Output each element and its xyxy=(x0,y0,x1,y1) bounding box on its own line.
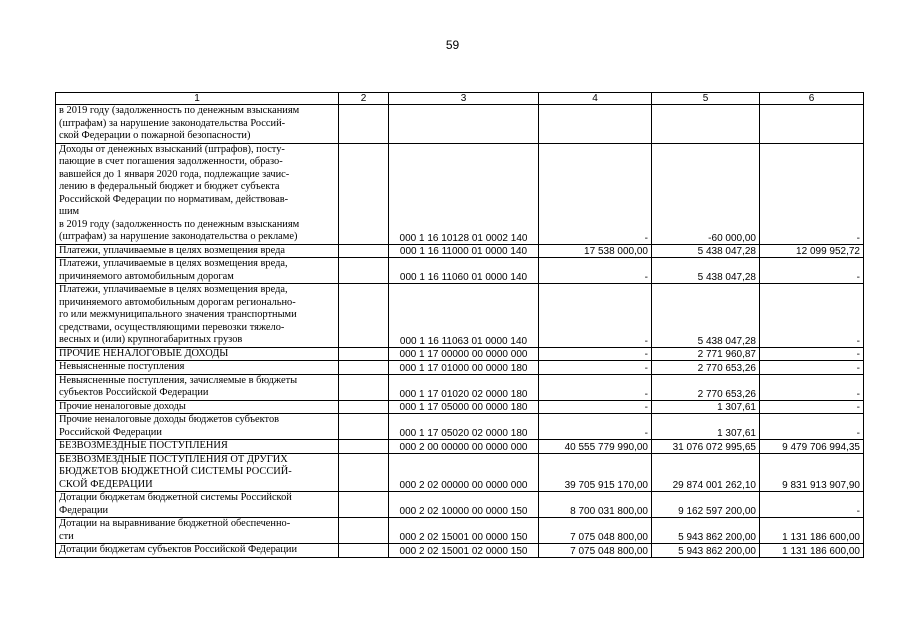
page-number: 59 xyxy=(445,38,460,52)
row-name-line: ПРОЧИЕ НЕНАЛОГОВЫЕ ДОХОДЫ xyxy=(59,347,229,359)
row-name-line: Прочие неналоговые доходы бюджетов субъектов xyxy=(59,414,280,425)
budget-code-cell: 000 1 17 01020 02 0000 180 xyxy=(389,374,539,400)
row-name-line: Платежи, уплачиваемые в целях возмещения вреда, xyxy=(59,258,288,269)
budget-code-cell: 000 1 17 00000 00 0000 000 xyxy=(389,347,539,361)
column-6-value: - xyxy=(760,492,864,518)
column-5-value: 29 874 001 262,10 xyxy=(652,453,760,492)
row-name-line: Платежи, уплачиваемые в целях возмещения вреда xyxy=(59,244,285,256)
column-4-value xyxy=(539,105,652,144)
table-row xyxy=(56,284,864,348)
row-name-line: пающие в счет погашения задолженности, образо- xyxy=(59,156,283,167)
row-name-line: го или межмуниципального значения транспортными xyxy=(59,309,297,320)
row-name-line: БЮДЖЕТОВ БЮДЖЕТНОЙ СИСТЕМЫ РОССИЙ- xyxy=(59,466,292,477)
budget-code-cell: 000 1 17 05020 02 0000 180 xyxy=(389,414,539,440)
table-header-row xyxy=(56,93,864,105)
row-name-cell xyxy=(56,453,339,492)
row-name-line: в 2019 году (задолженность по денежным взысканиям xyxy=(59,218,300,230)
budget-code-cell: 000 2 00 00000 00 0000 000 xyxy=(389,440,539,454)
column-6-value: - xyxy=(760,143,864,244)
column-2-cell xyxy=(339,492,389,518)
column-2-cell xyxy=(339,453,389,492)
column-5-value: 5 438 047,28 xyxy=(652,284,760,348)
row-name-line: ской Федерации о пожарной безопасности) xyxy=(59,130,251,141)
column-6-value: 9 479 706 994,35 xyxy=(760,440,864,454)
table-row xyxy=(56,518,864,544)
column-4-value: - xyxy=(539,143,652,244)
budget-code-cell: 000 2 02 00000 00 0000 000 xyxy=(389,453,539,492)
table-row xyxy=(56,400,864,414)
column-2-cell xyxy=(339,414,389,440)
column-6-value xyxy=(760,105,864,144)
column-5-value: 2 771 960,87 xyxy=(652,347,760,361)
budget-table xyxy=(55,92,864,558)
row-name-line: Федерации xyxy=(59,504,109,516)
row-name-line: средствами, осуществляющими перевозки тяжело- xyxy=(59,321,285,333)
table-row xyxy=(56,544,864,558)
column-6-value: - xyxy=(760,347,864,361)
row-name-cell xyxy=(56,105,339,144)
column-5-value: 5 943 862 200,00 xyxy=(652,544,760,558)
column-6-value: 1 131 186 600,00 xyxy=(760,518,864,544)
row-name-line: сти xyxy=(59,530,74,542)
row-name-cell xyxy=(56,347,339,361)
column-6-value: 1 131 186 600,00 xyxy=(760,544,864,558)
budget-code-cell: 000 1 16 11063 01 0000 140 xyxy=(389,284,539,348)
table-row xyxy=(56,244,864,258)
row-name-line: причиняемого автомобильным дорогам регионально- xyxy=(59,296,296,308)
row-name-cell xyxy=(56,400,339,414)
table-row xyxy=(56,105,864,144)
column-5-value: 2 770 653,26 xyxy=(652,361,760,375)
table-row xyxy=(56,492,864,518)
budget-code-cell: 000 2 02 15001 00 0000 150 xyxy=(389,518,539,544)
column-4-value: 7 075 048 800,00 xyxy=(539,518,652,544)
column-header-5: 5 xyxy=(652,93,760,105)
column-2-cell xyxy=(339,258,389,284)
row-name-cell xyxy=(56,143,339,244)
column-4-value: - xyxy=(539,361,652,375)
row-name-cell xyxy=(56,258,339,284)
column-4-value: - xyxy=(539,414,652,440)
row-name-line: СКОЙ ФЕДЕРАЦИИ xyxy=(59,478,153,490)
row-name-line: причиняемого автомобильным дорогам xyxy=(59,270,234,282)
row-name-cell xyxy=(56,544,339,558)
row-name-line: в 2019 году (задолженность по денежным взысканиям xyxy=(59,105,300,116)
budget-code-cell: 000 2 02 10000 00 0000 150 xyxy=(389,492,539,518)
column-2-cell xyxy=(339,440,389,454)
budget-code-cell: 000 1 16 11000 01 0000 140 xyxy=(389,244,539,258)
row-name-cell xyxy=(56,244,339,258)
row-name-cell xyxy=(56,440,339,454)
row-name-line: весных и (или) крупногабаритных грузов xyxy=(59,334,243,345)
column-2-cell xyxy=(339,361,389,375)
budget-code-cell: 000 2 02 15001 02 0000 150 xyxy=(389,544,539,558)
row-name-cell xyxy=(56,414,339,440)
row-name-cell xyxy=(56,374,339,400)
budget-code-cell: 000 1 16 11060 01 0000 140 xyxy=(389,258,539,284)
row-name-line: Невыясненные поступления xyxy=(59,361,185,372)
column-4-value: 7 075 048 800,00 xyxy=(539,544,652,558)
row-name-cell xyxy=(56,284,339,348)
column-4-value: - xyxy=(539,374,652,400)
column-5-value: 9 162 597 200,00 xyxy=(652,492,760,518)
table-row xyxy=(56,143,864,244)
row-name-line: Российской Федерации по нормативам, действовав- xyxy=(59,193,289,205)
column-4-value: - xyxy=(539,400,652,414)
budget-code-cell: 000 1 17 01000 00 0000 180 xyxy=(389,361,539,375)
column-4-value: 40 555 779 990,00 xyxy=(539,440,652,454)
table-row xyxy=(56,361,864,375)
column-6-value: - xyxy=(760,374,864,400)
column-2-cell xyxy=(339,105,389,144)
column-5-value: 5 438 047,28 xyxy=(652,258,760,284)
column-2-cell xyxy=(339,347,389,361)
table-row xyxy=(56,440,864,454)
table-row xyxy=(56,258,864,284)
column-5-value: 5 943 862 200,00 xyxy=(652,518,760,544)
column-6-value: - xyxy=(760,258,864,284)
column-header-6: 6 xyxy=(760,93,864,105)
column-header-2: 2 xyxy=(339,93,389,105)
column-4-value: 39 705 915 170,00 xyxy=(539,453,652,492)
budget-code-cell: 000 1 17 05000 00 0000 180 xyxy=(389,400,539,414)
row-name-line: Дотации бюджетам бюджетной системы Российской xyxy=(59,492,292,503)
column-5-value: 1 307,61 xyxy=(652,414,760,440)
column-6-value: - xyxy=(760,414,864,440)
column-5-value xyxy=(652,105,760,144)
table-row xyxy=(56,453,864,492)
row-name-cell xyxy=(56,492,339,518)
column-4-value: - xyxy=(539,284,652,348)
column-2-cell xyxy=(339,544,389,558)
column-4-value: - xyxy=(539,347,652,361)
row-name-line: вавшейся до 1 января 2020 года, подлежащие зачис- xyxy=(59,168,290,180)
column-6-value: 9 831 913 907,90 xyxy=(760,453,864,492)
column-6-value: 12 099 952,72 xyxy=(760,244,864,258)
column-5-value: 31 076 072 995,65 xyxy=(652,440,760,454)
column-6-value: - xyxy=(760,400,864,414)
row-name-line: Российской Федерации xyxy=(59,426,162,438)
row-name-line: Платежи, уплачиваемые в целях возмещения вреда, xyxy=(59,284,288,295)
row-name-line: Дотации на выравнивание бюджетной обеспеченно- xyxy=(59,518,291,529)
row-name-line: БЕЗВОЗМЕЗДНЫЕ ПОСТУПЛЕНИЯ xyxy=(59,440,228,451)
row-name-line: субъектов Российской Федерации xyxy=(59,387,209,398)
row-name-line: Дотации бюджетам субъектов Российской Федерации xyxy=(59,544,298,555)
table-row xyxy=(56,374,864,400)
column-6-value: - xyxy=(760,361,864,375)
column-2-cell xyxy=(339,400,389,414)
column-2-cell xyxy=(339,284,389,348)
column-4-value: 8 700 031 800,00 xyxy=(539,492,652,518)
column-2-cell xyxy=(339,518,389,544)
column-4-value: 17 538 000,00 xyxy=(539,244,652,258)
table-row xyxy=(56,347,864,361)
row-name-line: лению в федеральный бюджет и бюджет субъекта xyxy=(59,181,280,192)
row-name-line: шим xyxy=(59,206,80,217)
row-name-line: Невыясненные поступления, зачисляемые в бюджеты xyxy=(59,374,298,386)
column-4-value: - xyxy=(539,258,652,284)
column-5-value: -60 000,00 xyxy=(652,143,760,244)
row-name-line: Доходы от денежных взысканий (штрафов), посту- xyxy=(59,143,285,155)
row-name-line: БЕЗВОЗМЕЗДНЫЕ ПОСТУПЛЕНИЯ ОТ ДРУГИХ xyxy=(59,453,288,465)
column-2-cell xyxy=(339,374,389,400)
table-row xyxy=(56,414,864,440)
budget-code-cell: 000 1 16 10128 01 0002 140 xyxy=(389,143,539,244)
column-5-value: 5 438 047,28 xyxy=(652,244,760,258)
column-2-cell xyxy=(339,244,389,258)
row-name-line: (штрафам) за нарушение законодательства о рекламе) xyxy=(59,231,298,242)
column-header-3: 3 xyxy=(389,93,539,105)
row-name-line: Прочие неналоговые доходы xyxy=(59,400,186,412)
column-6-value: - xyxy=(760,284,864,348)
column-5-value: 2 770 653,26 xyxy=(652,374,760,400)
budget-code-cell xyxy=(389,105,539,144)
column-5-value: 1 307,61 xyxy=(652,400,760,414)
column-header-1: 1 xyxy=(56,93,339,105)
column-header-4: 4 xyxy=(539,93,652,105)
row-name-cell xyxy=(56,518,339,544)
row-name-cell xyxy=(56,361,339,375)
column-2-cell xyxy=(339,143,389,244)
row-name-line: (штрафам) за нарушение законодательства Россий- xyxy=(59,117,286,129)
